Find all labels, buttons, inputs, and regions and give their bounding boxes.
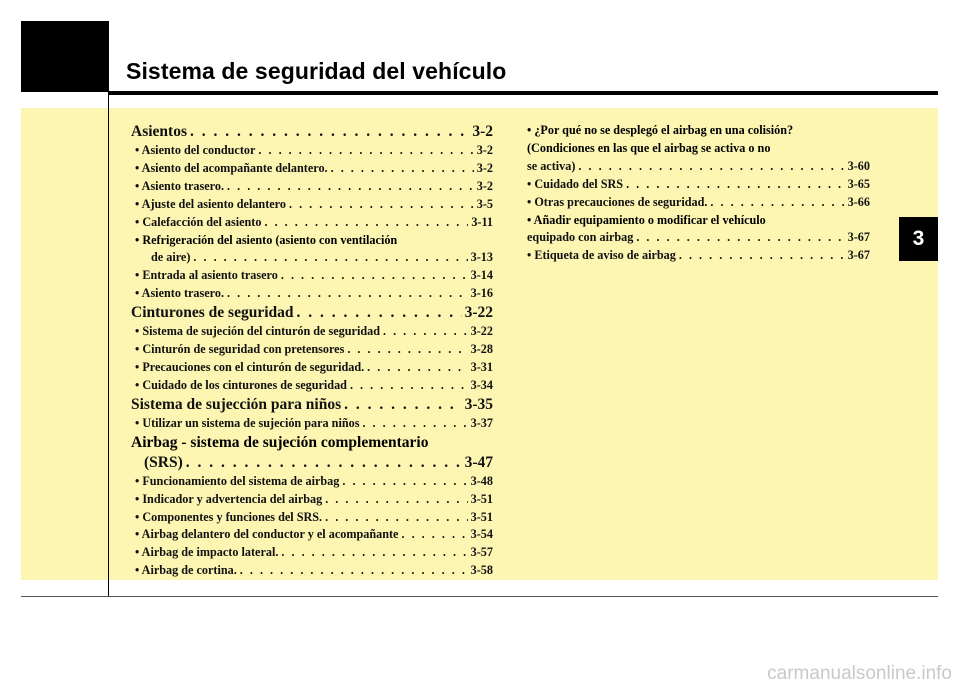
toc-entry-label: • Cinturón de seguridad con pretensores (135, 342, 345, 357)
dot-leader (679, 247, 845, 265)
toc-line (131, 160, 493, 178)
toc-subentry[interactable] (131, 526, 493, 544)
toc-subentry[interactable] (131, 178, 493, 196)
toc-line (527, 212, 870, 230)
toc-line (131, 323, 493, 341)
toc-subentry[interactable] (131, 214, 493, 232)
dot-leader (281, 544, 467, 562)
toc-entry-label: • Entrada al asiento trasero (135, 268, 278, 283)
toc-page-number: 3-48 (470, 473, 493, 488)
toc-page-number: 3-34 (470, 377, 493, 392)
toc-entry-label: (Condiciones en las que el airbag se activa o no (527, 140, 771, 155)
toc-entry-label: Cinturones de seguridad (131, 304, 294, 322)
toc-page-number: 3-65 (847, 176, 870, 191)
toc-subentry[interactable] (131, 142, 493, 160)
margin-line (108, 92, 109, 596)
toc-subentry[interactable] (131, 491, 493, 509)
toc-page-number: 3-51 (470, 509, 493, 524)
toc-entry-label: • Airbag delantero del conductor y el acompañante (135, 527, 399, 542)
toc-section-heading[interactable] (131, 395, 493, 415)
dot-leader (227, 285, 468, 303)
toc-line (527, 176, 870, 194)
toc-entry-label: • Indicador y advertencia del airbag (135, 491, 323, 506)
toc-entry-label: • Funcionamiento del sistema de airbag (135, 473, 340, 488)
toc-line (131, 562, 493, 580)
toc-entry-label: (SRS) (144, 453, 183, 471)
toc-line (527, 122, 870, 140)
toc-entry-label: • Sistema de sujeción del cinturón de seguridad (135, 324, 380, 339)
title-rule (109, 91, 938, 95)
toc-line (131, 491, 493, 509)
toc-subentry[interactable] (131, 473, 493, 491)
toc-page-number: 3-37 (470, 415, 493, 430)
toc-entry-label: • Asiento trasero. (135, 178, 225, 193)
toc-entry-label: • Otras precauciones de seguridad. (527, 194, 708, 209)
toc-page-number: 3-5 (476, 196, 493, 211)
toc-page-number: 3-54 (470, 527, 493, 542)
toc-subentry[interactable] (527, 176, 870, 194)
toc-page-number: 3-16 (470, 286, 493, 301)
toc-subentry[interactable] (131, 509, 493, 527)
toc-subentry[interactable] (131, 562, 493, 580)
toc-line (131, 433, 493, 453)
toc-page-number: 3-13 (470, 250, 493, 265)
toc-page-number: 3-2 (476, 143, 493, 157)
toc-entry-label: Asientos (131, 123, 187, 140)
toc-entry-label: • Asiento del conductor (135, 143, 256, 157)
toc-page-number: 3-31 (470, 359, 493, 374)
toc-page-number: 3-57 (470, 545, 493, 560)
dot-leader (710, 194, 844, 212)
chapter-tab[interactable]: 3 (899, 217, 938, 261)
toc-line (131, 377, 493, 395)
dot-leader (626, 176, 845, 194)
toc-subentry[interactable] (527, 122, 870, 176)
page-title: Sistema de seguridad del vehículo (126, 58, 507, 84)
watermark: carmanualsonline.info (767, 663, 952, 684)
toc-section-heading[interactable] (131, 122, 493, 142)
toc-entry-label: • Etiqueta de aviso de airbag (527, 248, 676, 263)
dot-leader (350, 377, 468, 395)
dot-leader (362, 415, 467, 433)
toc-page-number: 3-14 (470, 268, 493, 283)
toc-line (131, 526, 493, 544)
toc-page-number: 3-51 (470, 491, 493, 506)
dot-leader (344, 395, 461, 415)
toc-subentry[interactable] (131, 323, 493, 341)
toc-entry-label: equipado con airbag (527, 230, 634, 245)
toc-page-number: 3-11 (471, 214, 493, 229)
toc-entry-label: • Asiento del acompañante delantero. (135, 160, 328, 175)
toc-page-number: 3-22 (464, 304, 493, 322)
toc-page-number: 3-28 (470, 342, 493, 357)
toc-line (131, 359, 493, 377)
dot-leader (401, 526, 467, 544)
toc-subentry[interactable] (131, 196, 493, 214)
toc-page-number: 3-2 (476, 178, 493, 193)
toc-entry-label: • Cuidado de los cinturones de seguridad (135, 377, 347, 392)
dot-leader (193, 249, 467, 267)
toc-line (131, 249, 493, 267)
dot-leader (325, 509, 468, 527)
toc-entry-label: Sistema de sujección para niños (131, 395, 342, 413)
dot-leader (227, 178, 474, 196)
toc-line (527, 158, 870, 176)
toc-line (131, 415, 493, 433)
toc-line (527, 194, 870, 212)
toc-line (131, 509, 493, 527)
dot-leader (342, 473, 467, 491)
toc-line (131, 453, 493, 473)
toc-entry-label: • Airbag de cortina. (135, 563, 237, 578)
dot-leader (264, 214, 468, 232)
toc-subentry[interactable] (131, 267, 493, 285)
toc-subentry[interactable] (131, 160, 493, 178)
toc-line (131, 142, 493, 160)
toc-section-heading[interactable] (131, 303, 493, 323)
toc-line (131, 395, 493, 415)
dot-leader (240, 562, 468, 580)
toc-subentry[interactable] (131, 359, 493, 377)
dot-leader (258, 142, 473, 160)
toc-line (131, 267, 493, 285)
dot-leader (636, 229, 844, 247)
toc-line (527, 229, 870, 247)
toc-section-heading[interactable] (131, 433, 493, 473)
dot-leader (281, 267, 468, 285)
toc-entry-label: • Cuidado del SRS (527, 176, 624, 191)
toc-subentry[interactable] (131, 232, 493, 268)
toc-subentry[interactable] (131, 285, 493, 303)
toc-subentry[interactable] (131, 544, 493, 562)
toc-line (131, 341, 493, 359)
toc-page-number: 3-2 (472, 123, 493, 140)
bottom-rule (21, 596, 938, 597)
dot-leader (289, 196, 474, 214)
dot-leader (383, 323, 468, 341)
toc-entry-label: • Asiento trasero. (135, 286, 225, 301)
toc-entry-label: • Componentes y funciones del SRS. (135, 509, 323, 524)
dot-leader (331, 160, 474, 178)
toc-entry-label: • Añadir equipamiento o modificar el vehículo (527, 212, 766, 227)
toc-subentry[interactable] (527, 212, 870, 248)
dot-leader (190, 122, 469, 142)
toc-page-number: 3-67 (847, 230, 870, 245)
toc-entry-label: Airbag - sistema de sujeción complementario (131, 433, 429, 451)
toc-entry-label: se activa) (527, 158, 576, 173)
toc-subentry[interactable] (131, 377, 493, 395)
corner-black-block (21, 21, 109, 92)
dot-leader (578, 158, 844, 176)
toc-page-number: 3-58 (470, 563, 493, 578)
toc-right-column (527, 122, 870, 265)
toc-line (131, 196, 493, 214)
toc-page-number: 3-60 (847, 158, 870, 173)
toc-entry-label: • Utilizar un sistema de sujeción para niños (135, 415, 360, 430)
dot-leader (347, 341, 467, 359)
toc-line (527, 247, 870, 265)
toc-subentry[interactable] (527, 194, 870, 212)
toc-subentry[interactable] (527, 247, 870, 265)
toc-page-number: 3-47 (464, 453, 493, 471)
toc-line (131, 214, 493, 232)
toc-line (131, 473, 493, 491)
dot-leader (186, 453, 462, 473)
toc-page-number: 3-22 (470, 324, 493, 339)
toc-subentry[interactable] (131, 341, 493, 359)
toc-page-number: 3-2 (476, 160, 493, 175)
toc-page-number: 3-66 (847, 194, 870, 209)
toc-entry-label: • ¿Por qué no se desplegó el airbag en una colisión? (527, 123, 794, 137)
dot-leader (297, 303, 462, 323)
toc-entry-label: • Precauciones con el cinturón de seguridad. (135, 359, 365, 374)
toc-line (131, 122, 493, 142)
toc-page-number: 3-67 (847, 248, 870, 263)
toc-entry-label: • Ajuste del asiento delantero (135, 196, 286, 211)
toc-left-column (131, 122, 493, 580)
dot-leader (367, 359, 467, 377)
toc-entry-label: • Airbag de impacto lateral. (135, 545, 279, 560)
dot-leader (325, 491, 467, 509)
toc-entry-label: • Calefacción del asiento (135, 214, 262, 229)
toc-line (131, 544, 493, 562)
toc-page-number: 3-35 (464, 395, 493, 413)
toc-entry-label: de aire) (151, 250, 191, 265)
toc-line (131, 285, 493, 303)
toc-line (131, 178, 493, 196)
toc-line (131, 303, 493, 323)
toc-line (131, 232, 493, 250)
toc-entry-label: • Refrigeración del asiento (asiento con ventilación (135, 232, 398, 247)
toc-subentry[interactable] (131, 415, 493, 433)
toc-line (527, 140, 870, 158)
